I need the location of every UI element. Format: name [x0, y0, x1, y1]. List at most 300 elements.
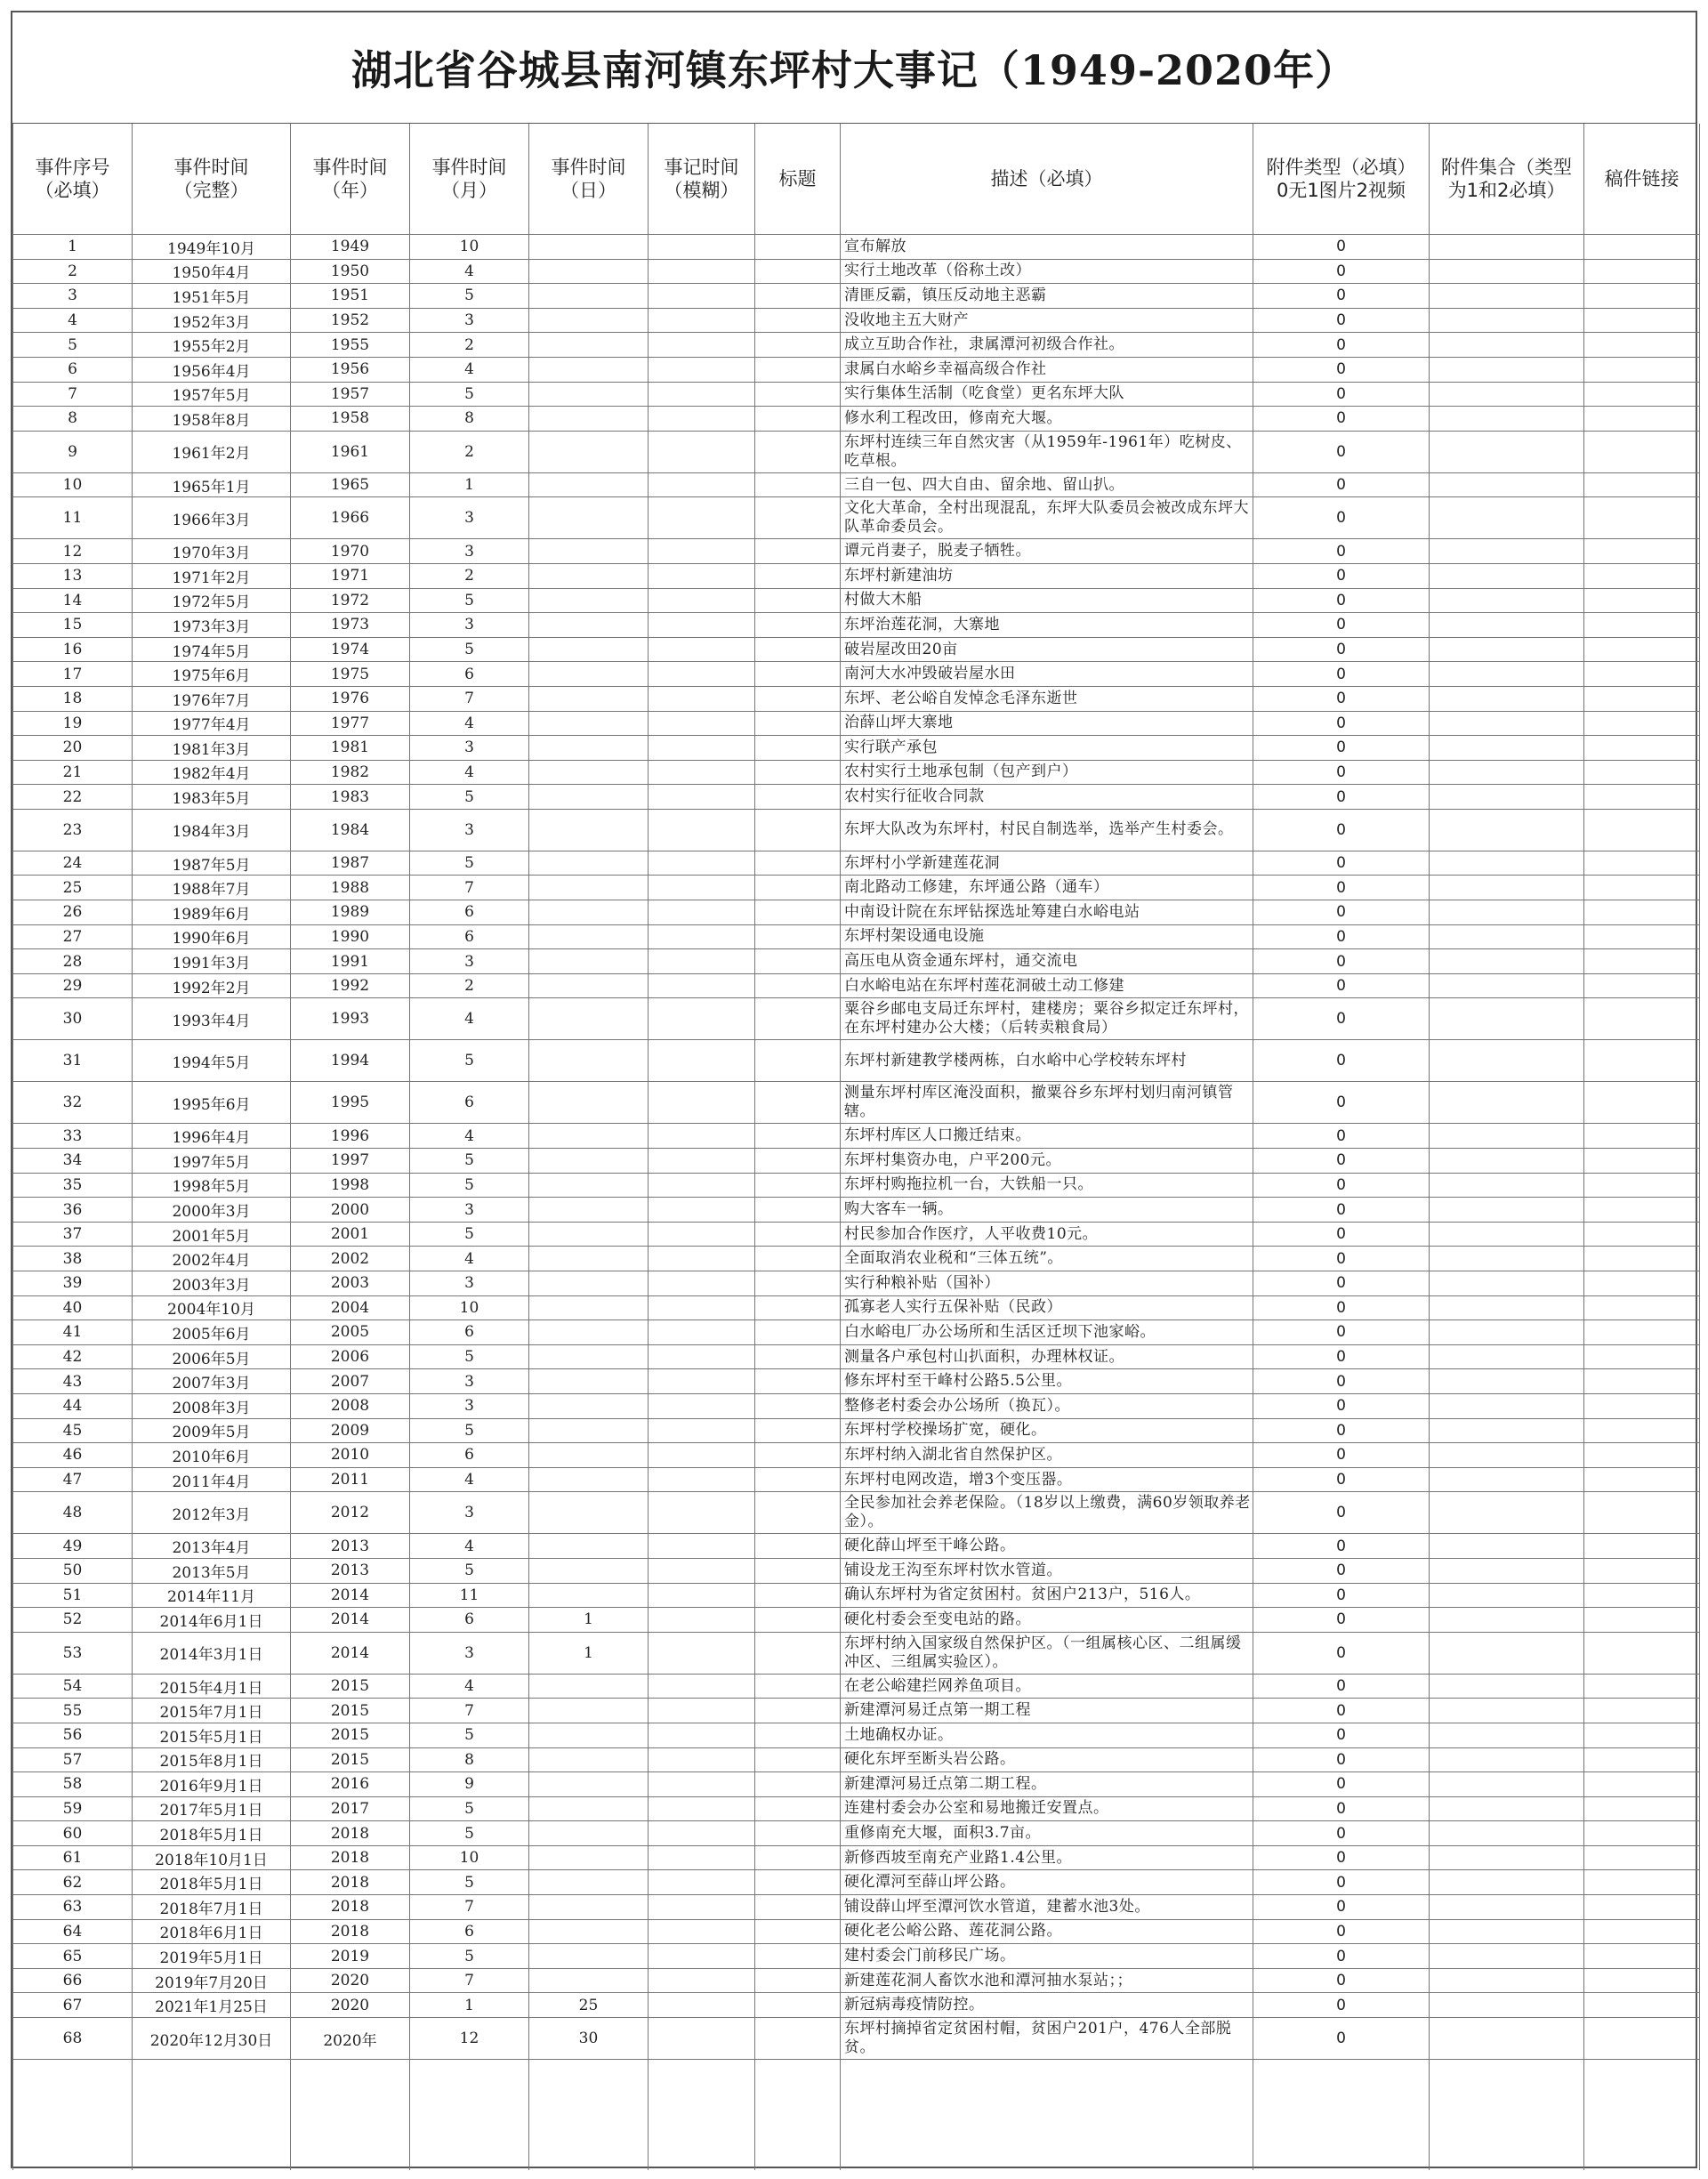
cell-event-no[interactable]: 34 — [13, 1149, 133, 1174]
cell-event-month[interactable]: 2 — [410, 431, 529, 472]
cell-title[interactable] — [755, 1796, 841, 1821]
cell-manuscript-link[interactable] — [1584, 431, 1700, 472]
cell-event-no[interactable]: 64 — [13, 1919, 133, 1944]
cell-event-month[interactable]: 3 — [410, 1369, 529, 1394]
cell-event-day[interactable] — [529, 998, 649, 1040]
cell-event-no[interactable]: 27 — [13, 924, 133, 949]
cell-description[interactable]: 文化大革命，全村出现混乱，东坪大队委员会被改成东坪大队革命委员会。 — [841, 497, 1253, 539]
cell-title[interactable] — [755, 1295, 841, 1320]
cell-event-year[interactable]: 2008 — [291, 1393, 410, 1418]
cell-event-time-full[interactable]: 1982年4月 — [133, 760, 291, 785]
cell-event-no[interactable]: 23 — [13, 809, 133, 851]
cell-event-time-full[interactable]: 1976年7月 — [133, 686, 291, 711]
cell-event-fuzzy[interactable] — [649, 1870, 755, 1895]
cell-attachment-set[interactable] — [1430, 1369, 1584, 1394]
cell-event-year[interactable]: 1994 — [291, 1040, 410, 1082]
cell-event-time-full[interactable]: 1966年3月 — [133, 497, 291, 539]
cell-event-month[interactable]: 5 — [410, 1723, 529, 1747]
cell-event-no[interactable]: 18 — [13, 686, 133, 711]
cell-event-time-full[interactable]: 2014年6月1日 — [133, 1608, 291, 1633]
cell-manuscript-link[interactable] — [1584, 851, 1700, 876]
cell-event-day[interactable] — [529, 1747, 649, 1772]
cell-event-no[interactable]: 22 — [13, 785, 133, 810]
cell-event-year[interactable]: 2013 — [291, 1558, 410, 1583]
cell-event-day[interactable] — [529, 588, 649, 613]
cell-event-day[interactable] — [529, 900, 649, 925]
cell-event-fuzzy[interactable] — [649, 235, 755, 260]
cell-manuscript-link[interactable] — [1584, 876, 1700, 900]
cell-description[interactable]: 孤寡老人实行五保补贴（民政） — [841, 1295, 1253, 1320]
cell-attachment-set[interactable] — [1430, 760, 1584, 785]
cell-event-month[interactable]: 5 — [410, 284, 529, 309]
cell-description[interactable]: 连建村委会办公室和易地搬迁安置点。 — [841, 1796, 1253, 1821]
cell-title[interactable] — [755, 613, 841, 638]
cell-manuscript-link[interactable] — [1584, 1968, 1700, 1993]
cell-attachment-set[interactable] — [1430, 736, 1584, 761]
cell-event-month[interactable]: 6 — [410, 1608, 529, 1633]
cell-title[interactable] — [755, 563, 841, 588]
cell-event-time-full[interactable]: 1992年2月 — [133, 973, 291, 998]
cell-attachment-set[interactable] — [1430, 333, 1584, 358]
cell-attachment-set[interactable] — [1430, 1271, 1584, 1296]
cell-event-month[interactable]: 4 — [410, 760, 529, 785]
cell-event-year[interactable]: 1970 — [291, 539, 410, 564]
cell-event-no[interactable]: 3 — [13, 284, 133, 309]
cell-event-no[interactable]: 7 — [13, 382, 133, 407]
cell-event-day[interactable] — [529, 1492, 649, 1534]
cell-manuscript-link[interactable] — [1584, 382, 1700, 407]
cell-event-no[interactable]: 55 — [13, 1699, 133, 1723]
cell-event-month[interactable]: 5 — [410, 382, 529, 407]
cell-event-time-full[interactable]: 1981年3月 — [133, 736, 291, 761]
cell-title[interactable] — [755, 1608, 841, 1633]
cell-event-year[interactable]: 1965 — [291, 472, 410, 497]
cell-attachment-type[interactable]: 0 — [1253, 900, 1430, 925]
cell-manuscript-link[interactable] — [1584, 1674, 1700, 1699]
cell-event-month[interactable]: 4 — [410, 998, 529, 1040]
cell-event-year[interactable]: 2020 — [291, 1968, 410, 1993]
cell-event-day[interactable] — [529, 1558, 649, 1583]
cell-title[interactable] — [755, 662, 841, 687]
cell-event-no[interactable]: 68 — [13, 2018, 133, 2060]
cell-attachment-type[interactable]: 0 — [1253, 1632, 1430, 1674]
cell-description[interactable]: 成立互助合作社，隶属潭河初级合作社。 — [841, 333, 1253, 358]
cell-description[interactable]: 东坪大队改为东坪村，村民自制选举，选举产生村委会。 — [841, 809, 1253, 851]
cell-manuscript-link[interactable] — [1584, 1418, 1700, 1443]
cell-manuscript-link[interactable] — [1584, 472, 1700, 497]
cell-event-year[interactable]: 2018 — [291, 1895, 410, 1920]
cell-event-year[interactable]: 1997 — [291, 1149, 410, 1174]
cell-attachment-type[interactable]: 0 — [1253, 1418, 1430, 1443]
cell-manuscript-link[interactable] — [1584, 1320, 1700, 1345]
cell-event-no[interactable]: 66 — [13, 1968, 133, 1993]
cell-attachment-type[interactable]: 0 — [1253, 1467, 1430, 1492]
cell-event-day[interactable] — [529, 1198, 649, 1223]
cell-description[interactable]: 农村实行征收合同款 — [841, 785, 1253, 810]
cell-event-year[interactable]: 2001 — [291, 1222, 410, 1247]
cell-event-day[interactable] — [529, 1895, 649, 1920]
cell-event-day[interactable] — [529, 809, 649, 851]
cell-event-time-full[interactable]: 2018年10月1日 — [133, 1845, 291, 1870]
cell-event-year[interactable]: 1958 — [291, 407, 410, 432]
cell-event-day[interactable] — [529, 1082, 649, 1124]
cell-event-day[interactable] — [529, 308, 649, 333]
cell-manuscript-link[interactable] — [1584, 973, 1700, 998]
cell-description[interactable]: 东坪村小学新建莲花洞 — [841, 851, 1253, 876]
header-event-no[interactable]: 事件序号 （必填） — [13, 124, 133, 235]
cell-event-fuzzy[interactable] — [649, 711, 755, 736]
cell-attachment-set[interactable] — [1430, 1198, 1584, 1223]
cell-event-time-full[interactable]: 2018年5月1日 — [133, 1821, 291, 1846]
cell-event-no[interactable]: 8 — [13, 407, 133, 432]
cell-attachment-type[interactable]: 0 — [1253, 876, 1430, 900]
cell-event-day[interactable] — [529, 1295, 649, 1320]
cell-title[interactable] — [755, 539, 841, 564]
cell-event-year[interactable]: 2015 — [291, 1747, 410, 1772]
cell-event-day[interactable] — [529, 539, 649, 564]
cell-event-fuzzy[interactable] — [649, 949, 755, 974]
cell-manuscript-link[interactable] — [1584, 1534, 1700, 1559]
cell-event-fuzzy[interactable] — [649, 308, 755, 333]
cell-event-year[interactable]: 2011 — [291, 1467, 410, 1492]
cell-title[interactable] — [755, 1247, 841, 1271]
cell-event-time-full[interactable]: 2000年3月 — [133, 1198, 291, 1223]
cell-event-fuzzy[interactable] — [649, 1919, 755, 1944]
cell-event-time-full[interactable]: 1977年4月 — [133, 711, 291, 736]
cell-attachment-type[interactable]: 0 — [1253, 259, 1430, 284]
cell-event-day[interactable] — [529, 785, 649, 810]
cell-event-time-full[interactable]: 2020年12月30日 — [133, 2018, 291, 2060]
cell-attachment-type[interactable]: 0 — [1253, 998, 1430, 1040]
cell-event-month[interactable]: 3 — [410, 736, 529, 761]
cell-manuscript-link[interactable] — [1584, 1082, 1700, 1124]
cell-event-time-full[interactable]: 2018年7月1日 — [133, 1895, 291, 1920]
empty-cell[interactable] — [841, 2060, 1253, 2171]
cell-event-no[interactable]: 24 — [13, 851, 133, 876]
cell-event-fuzzy[interactable] — [649, 1895, 755, 1920]
cell-event-fuzzy[interactable] — [649, 497, 755, 539]
cell-event-fuzzy[interactable] — [649, 1558, 755, 1583]
cell-manuscript-link[interactable] — [1584, 1944, 1700, 1969]
cell-event-fuzzy[interactable] — [649, 1699, 755, 1723]
cell-attachment-set[interactable] — [1430, 1222, 1584, 1247]
cell-description[interactable]: 东坪、老公峪自发悼念毛泽东逝世 — [841, 686, 1253, 711]
cell-event-no[interactable]: 58 — [13, 1772, 133, 1797]
cell-manuscript-link[interactable] — [1584, 2018, 1700, 2060]
cell-event-time-full[interactable]: 2002年4月 — [133, 1247, 291, 1271]
cell-attachment-set[interactable] — [1430, 924, 1584, 949]
cell-event-no[interactable]: 16 — [13, 637, 133, 662]
cell-attachment-set[interactable] — [1430, 1895, 1584, 1920]
cell-attachment-type[interactable]: 0 — [1253, 1082, 1430, 1124]
cell-title[interactable] — [755, 357, 841, 382]
cell-description[interactable]: 实行种粮补贴（国补） — [841, 1271, 1253, 1296]
cell-event-time-full[interactable]: 2019年5月1日 — [133, 1944, 291, 1969]
cell-event-year[interactable]: 1952 — [291, 308, 410, 333]
cell-event-month[interactable]: 9 — [410, 1772, 529, 1797]
cell-attachment-set[interactable] — [1430, 876, 1584, 900]
cell-manuscript-link[interactable] — [1584, 1198, 1700, 1223]
cell-event-day[interactable] — [529, 333, 649, 358]
cell-event-day[interactable] — [529, 1699, 649, 1723]
cell-title[interactable] — [755, 308, 841, 333]
cell-event-year[interactable]: 2018 — [291, 1919, 410, 1944]
cell-description[interactable]: 东坪村纳入湖北省自然保护区。 — [841, 1443, 1253, 1468]
cell-event-month[interactable]: 7 — [410, 1699, 529, 1723]
cell-event-no[interactable]: 67 — [13, 1993, 133, 2018]
cell-description[interactable]: 东坪村摘掉省定贫困村帽，贫困户201户，476人全部脱贫。 — [841, 2018, 1253, 2060]
cell-attachment-type[interactable]: 0 — [1253, 1320, 1430, 1345]
cell-manuscript-link[interactable] — [1584, 1344, 1700, 1369]
cell-event-month[interactable]: 4 — [410, 259, 529, 284]
cell-event-month[interactable]: 10 — [410, 235, 529, 260]
cell-event-month[interactable]: 8 — [410, 407, 529, 432]
cell-manuscript-link[interactable] — [1584, 1699, 1700, 1723]
cell-description[interactable]: 新建潭河易迁点第一期工程 — [841, 1699, 1253, 1723]
cell-event-year[interactable]: 1977 — [291, 711, 410, 736]
cell-event-time-full[interactable]: 2003年3月 — [133, 1271, 291, 1296]
cell-attachment-type[interactable]: 0 — [1253, 1534, 1430, 1559]
cell-attachment-type[interactable]: 0 — [1253, 949, 1430, 974]
cell-event-month[interactable]: 7 — [410, 1968, 529, 1993]
cell-event-no[interactable]: 50 — [13, 1558, 133, 1583]
empty-cell[interactable] — [1584, 2060, 1700, 2171]
cell-event-fuzzy[interactable] — [649, 686, 755, 711]
cell-event-month[interactable]: 7 — [410, 686, 529, 711]
cell-event-fuzzy[interactable] — [649, 1393, 755, 1418]
cell-event-no[interactable]: 35 — [13, 1173, 133, 1198]
cell-title[interactable] — [755, 1418, 841, 1443]
cell-event-no[interactable]: 53 — [13, 1632, 133, 1674]
cell-event-no[interactable]: 4 — [13, 308, 133, 333]
cell-event-no[interactable]: 62 — [13, 1870, 133, 1895]
cell-manuscript-link[interactable] — [1584, 736, 1700, 761]
cell-event-month[interactable]: 3 — [410, 539, 529, 564]
cell-attachment-set[interactable] — [1430, 1993, 1584, 2018]
cell-attachment-set[interactable] — [1430, 1124, 1584, 1149]
cell-event-month[interactable]: 3 — [410, 949, 529, 974]
cell-event-year[interactable]: 1998 — [291, 1173, 410, 1198]
cell-event-fuzzy[interactable] — [649, 1320, 755, 1345]
cell-event-year[interactable]: 2005 — [291, 1320, 410, 1345]
cell-manuscript-link[interactable] — [1584, 539, 1700, 564]
cell-description[interactable]: 新建潭河易迁点第二期工程。 — [841, 1772, 1253, 1797]
cell-event-month[interactable]: 3 — [410, 1492, 529, 1534]
cell-event-fuzzy[interactable] — [649, 760, 755, 785]
cell-event-day[interactable] — [529, 686, 649, 711]
cell-title[interactable] — [755, 1467, 841, 1492]
cell-description[interactable]: 硬化潭河至薛山坪公路。 — [841, 1870, 1253, 1895]
cell-attachment-type[interactable]: 0 — [1253, 1443, 1430, 1468]
header-attachment-set[interactable]: 附件集合（类型 为1和2必填） — [1430, 124, 1584, 235]
cell-event-month[interactable]: 5 — [410, 1040, 529, 1082]
cell-event-no[interactable]: 63 — [13, 1895, 133, 1920]
header-event-time-full[interactable]: 事件时间 （完整） — [133, 124, 291, 235]
cell-event-year[interactable]: 1957 — [291, 382, 410, 407]
cell-event-time-full[interactable]: 2005年6月 — [133, 1320, 291, 1345]
cell-event-time-full[interactable]: 2014年3月1日 — [133, 1632, 291, 1674]
cell-event-month[interactable]: 3 — [410, 613, 529, 638]
cell-attachment-type[interactable]: 0 — [1253, 1173, 1430, 1198]
cell-event-year[interactable]: 2004 — [291, 1295, 410, 1320]
cell-event-fuzzy[interactable] — [649, 998, 755, 1040]
cell-event-day[interactable]: 25 — [529, 1993, 649, 2018]
cell-event-fuzzy[interactable] — [649, 1443, 755, 1468]
cell-event-month[interactable]: 5 — [410, 1222, 529, 1247]
cell-event-year[interactable]: 2016 — [291, 1772, 410, 1797]
header-event-day[interactable]: 事件时间 （日） — [529, 124, 649, 235]
cell-event-day[interactable] — [529, 851, 649, 876]
cell-title[interactable] — [755, 736, 841, 761]
cell-attachment-set[interactable] — [1430, 1699, 1584, 1723]
cell-event-day[interactable] — [529, 1870, 649, 1895]
cell-event-no[interactable]: 57 — [13, 1747, 133, 1772]
cell-event-day[interactable] — [529, 1393, 649, 1418]
cell-event-month[interactable]: 5 — [410, 1870, 529, 1895]
cell-title[interactable] — [755, 1222, 841, 1247]
cell-title[interactable] — [755, 1583, 841, 1608]
cell-event-month[interactable]: 2 — [410, 333, 529, 358]
cell-description[interactable]: 实行联产承包 — [841, 736, 1253, 761]
cell-event-month[interactable]: 3 — [410, 1632, 529, 1674]
cell-event-no[interactable]: 33 — [13, 1124, 133, 1149]
cell-attachment-set[interactable] — [1430, 1772, 1584, 1797]
cell-event-fuzzy[interactable] — [649, 1772, 755, 1797]
cell-attachment-set[interactable] — [1430, 1295, 1584, 1320]
cell-attachment-type[interactable]: 0 — [1253, 736, 1430, 761]
cell-title[interactable] — [755, 711, 841, 736]
cell-event-time-full[interactable]: 2017年5月1日 — [133, 1796, 291, 1821]
cell-event-day[interactable] — [529, 1772, 649, 1797]
cell-event-month[interactable]: 7 — [410, 876, 529, 900]
cell-event-day[interactable] — [529, 613, 649, 638]
cell-event-day[interactable]: 1 — [529, 1608, 649, 1633]
cell-attachment-set[interactable] — [1430, 1492, 1584, 1534]
cell-description[interactable]: 测量东坪村库区淹没面积，撤粟谷乡东坪村划归南河镇管辖。 — [841, 1082, 1253, 1124]
cell-event-fuzzy[interactable] — [649, 1845, 755, 1870]
cell-event-day[interactable] — [529, 284, 649, 309]
cell-manuscript-link[interactable] — [1584, 1895, 1700, 1920]
cell-title[interactable] — [755, 1443, 841, 1468]
cell-event-month[interactable]: 5 — [410, 1944, 529, 1969]
cell-event-day[interactable]: 1 — [529, 1632, 649, 1674]
cell-event-month[interactable]: 10 — [410, 1295, 529, 1320]
cell-description[interactable]: 购大客车一辆。 — [841, 1198, 1253, 1223]
cell-attachment-set[interactable] — [1430, 949, 1584, 974]
cell-event-fuzzy[interactable] — [649, 662, 755, 687]
cell-event-day[interactable] — [529, 1124, 649, 1149]
cell-event-year[interactable]: 1951 — [291, 284, 410, 309]
cell-event-day[interactable] — [529, 1344, 649, 1369]
cell-event-no[interactable]: 43 — [13, 1369, 133, 1394]
cell-description[interactable]: 南北路动工修建，东坪通公路（通车） — [841, 876, 1253, 900]
cell-event-no[interactable]: 13 — [13, 563, 133, 588]
cell-event-fuzzy[interactable] — [649, 382, 755, 407]
cell-event-no[interactable]: 32 — [13, 1082, 133, 1124]
cell-description[interactable]: 没收地主五大财产 — [841, 308, 1253, 333]
cell-event-no[interactable]: 44 — [13, 1393, 133, 1418]
cell-event-year[interactable]: 2007 — [291, 1369, 410, 1394]
cell-event-fuzzy[interactable] — [649, 973, 755, 998]
cell-event-time-full[interactable]: 1972年5月 — [133, 588, 291, 613]
empty-cell[interactable] — [649, 2060, 755, 2171]
cell-description[interactable]: 硬化薛山坪至干峰公路。 — [841, 1534, 1253, 1559]
cell-event-month[interactable]: 4 — [410, 1674, 529, 1699]
cell-description[interactable]: 整修老村委会办公场所（换瓦）。 — [841, 1393, 1253, 1418]
cell-attachment-type[interactable]: 0 — [1253, 284, 1430, 309]
cell-event-year[interactable]: 1981 — [291, 736, 410, 761]
cell-event-fuzzy[interactable] — [649, 1632, 755, 1674]
cell-attachment-type[interactable]: 0 — [1253, 1295, 1430, 1320]
cell-attachment-set[interactable] — [1430, 431, 1584, 472]
cell-title[interactable] — [755, 431, 841, 472]
cell-event-time-full[interactable]: 2015年8月1日 — [133, 1747, 291, 1772]
cell-manuscript-link[interactable] — [1584, 1222, 1700, 1247]
cell-description[interactable]: 东坪村电网改造，增3个变压器。 — [841, 1467, 1253, 1492]
cell-attachment-type[interactable]: 0 — [1253, 357, 1430, 382]
cell-title[interactable] — [755, 1271, 841, 1296]
cell-attachment-type[interactable]: 0 — [1253, 472, 1430, 497]
cell-event-fuzzy[interactable] — [649, 1968, 755, 1993]
cell-event-time-full[interactable]: 1955年2月 — [133, 333, 291, 358]
cell-event-year[interactable]: 1976 — [291, 686, 410, 711]
cell-event-month[interactable]: 5 — [410, 785, 529, 810]
cell-event-year[interactable]: 2014 — [291, 1583, 410, 1608]
cell-title[interactable] — [755, 1149, 841, 1174]
cell-event-fuzzy[interactable] — [649, 1747, 755, 1772]
cell-description[interactable]: 谭元肖妻子，脱麦子牺牲。 — [841, 539, 1253, 564]
cell-attachment-type[interactable]: 0 — [1253, 851, 1430, 876]
cell-event-fuzzy[interactable] — [649, 900, 755, 925]
cell-event-day[interactable]: 30 — [529, 2018, 649, 2060]
cell-description[interactable]: 东坪村集资办电，户平200元。 — [841, 1149, 1253, 1174]
cell-event-day[interactable] — [529, 973, 649, 998]
header-event-month[interactable]: 事件时间 （月） — [410, 124, 529, 235]
cell-event-fuzzy[interactable] — [649, 1369, 755, 1394]
cell-event-no[interactable]: 61 — [13, 1845, 133, 1870]
cell-title[interactable] — [755, 382, 841, 407]
cell-event-fuzzy[interactable] — [649, 809, 755, 851]
cell-manuscript-link[interactable] — [1584, 1173, 1700, 1198]
cell-event-no[interactable]: 65 — [13, 1944, 133, 1969]
cell-event-year[interactable]: 1995 — [291, 1082, 410, 1124]
cell-event-time-full[interactable]: 2013年4月 — [133, 1534, 291, 1559]
cell-description[interactable]: 东坪村纳入国家级自然保护区。（一组属核心区、二组属缓冲区、三组属实验区）。 — [841, 1632, 1253, 1674]
cell-event-month[interactable]: 3 — [410, 1271, 529, 1296]
cell-event-month[interactable]: 4 — [410, 1467, 529, 1492]
cell-description[interactable]: 粟谷乡邮电支局迁东坪村，建楼房；粟谷乡拟定迁东坪村，在东坪村建办公大楼；（后转卖粮食局） — [841, 998, 1253, 1040]
cell-event-year[interactable]: 1966 — [291, 497, 410, 539]
cell-event-month[interactable]: 7 — [410, 1895, 529, 1920]
cell-title[interactable] — [755, 1124, 841, 1149]
cell-attachment-type[interactable]: 0 — [1253, 1919, 1430, 1944]
cell-event-year[interactable]: 1973 — [291, 613, 410, 638]
cell-event-fuzzy[interactable] — [649, 1082, 755, 1124]
cell-event-no[interactable]: 47 — [13, 1467, 133, 1492]
cell-title[interactable] — [755, 1845, 841, 1870]
cell-description[interactable]: 修东坪村至干峰村公路5.5公里。 — [841, 1369, 1253, 1394]
cell-attachment-set[interactable] — [1430, 1821, 1584, 1846]
cell-event-day[interactable] — [529, 1418, 649, 1443]
cell-description[interactable]: 全民参加社会养老保险。（18岁以上缴费，满60岁领取养老金）。 — [841, 1492, 1253, 1534]
cell-event-fuzzy[interactable] — [649, 1040, 755, 1082]
header-event-year[interactable]: 事件时间 （年） — [291, 124, 410, 235]
cell-attachment-set[interactable] — [1430, 588, 1584, 613]
cell-title[interactable] — [755, 1082, 841, 1124]
cell-event-time-full[interactable]: 1971年2月 — [133, 563, 291, 588]
cell-manuscript-link[interactable] — [1584, 1870, 1700, 1895]
cell-attachment-type[interactable]: 0 — [1253, 662, 1430, 687]
